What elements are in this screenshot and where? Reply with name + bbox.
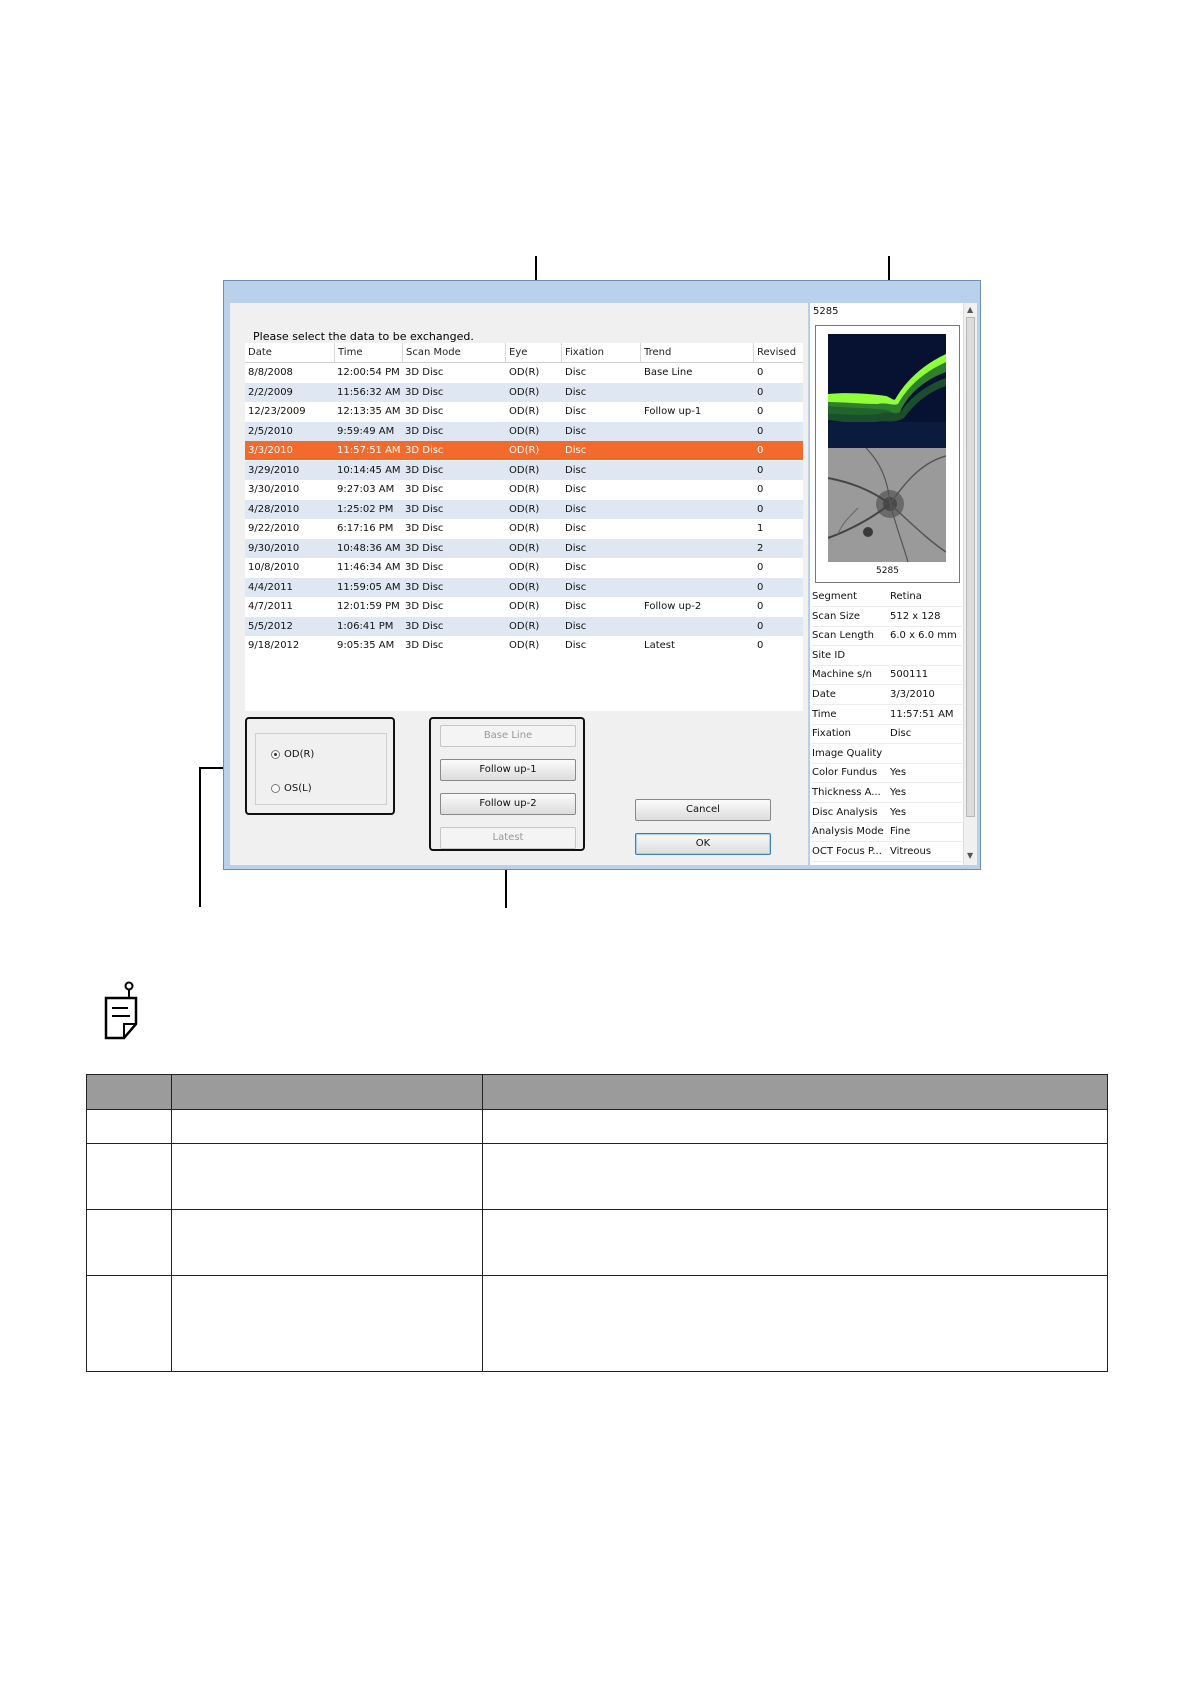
property-row <box>812 705 962 725</box>
panel-scrollbar[interactable] <box>963 303 977 865</box>
property-value: Yes <box>890 806 907 818</box>
cell-revised: 0 <box>757 562 764 573</box>
cell-fixation: Disc <box>565 620 587 632</box>
follow-up-1-button[interactable]: Follow up-1 <box>440 759 576 781</box>
cell-date: 9/22/2010 <box>248 523 300 534</box>
cell-fixation: Disc <box>565 425 587 437</box>
table-row[interactable] <box>245 636 803 655</box>
property-value: 11:57:51 AM <box>890 708 954 720</box>
cell-revised: 0 <box>757 367 764 378</box>
property-value: Retina <box>890 591 922 602</box>
property-key: Fixation <box>812 728 852 740</box>
property-key: Segment <box>812 591 857 602</box>
cell-eye: OD(R) <box>509 464 540 476</box>
cell-eye: OD(R) <box>509 542 540 554</box>
table-row[interactable] <box>245 500 803 519</box>
property-value: 6.0 x 6.0 mm <box>890 630 957 642</box>
property-row <box>812 724 962 744</box>
property-row <box>812 626 962 646</box>
fundus-image <box>828 448 946 562</box>
cell-date: 2/2/2009 <box>248 386 293 398</box>
property-row <box>812 587 962 607</box>
cell-revised: 2 <box>757 542 764 554</box>
property-key: OCT Focus P... <box>812 845 882 857</box>
cell-trend: Latest <box>644 640 675 651</box>
cell-date: 9/18/2012 <box>248 640 300 651</box>
cell-eye: OD(R) <box>509 523 540 534</box>
cell-eye: OD(R) <box>509 406 540 417</box>
cell-scan-mode: 3D Disc <box>405 620 444 632</box>
table-row[interactable] <box>245 597 803 616</box>
cell-date: 2/5/2010 <box>248 425 293 437</box>
dialog-prompt: Please select the data to be exchanged. <box>253 330 474 343</box>
cancel-button[interactable]: Cancel <box>635 799 771 821</box>
thumbnail-label: 5285 <box>876 566 899 576</box>
cell-fixation: Disc <box>565 484 587 495</box>
cell-date: 3/3/2010 <box>248 445 293 456</box>
cell-trend: Follow up-1 <box>644 406 702 417</box>
radio-od-r-label: OD(R) <box>284 749 315 760</box>
cell-revised: 0 <box>757 601 764 612</box>
table-row <box>87 1276 1108 1372</box>
cell-time: 10:48:36 AM <box>337 542 401 554</box>
cell-time: 9:27:03 AM <box>337 484 395 495</box>
cell-scan-mode: 3D Disc <box>405 562 444 573</box>
cell-eye: OD(R) <box>509 620 540 632</box>
cell-revised: 0 <box>757 581 764 593</box>
eye-select-group <box>245 717 395 815</box>
cell-revised: 0 <box>757 445 764 456</box>
cell-fixation: Disc <box>565 406 587 417</box>
property-row <box>812 607 962 627</box>
property-row <box>812 842 962 862</box>
cell-fixation: Disc <box>565 640 587 651</box>
cell-scan-mode: 3D Disc <box>405 640 444 651</box>
oct-image <box>828 334 946 448</box>
scan-info-panel <box>809 303 977 865</box>
column-header-eye[interactable]: Eye <box>506 343 562 363</box>
cell-revised: 1 <box>757 523 764 534</box>
table-row[interactable] <box>245 480 803 499</box>
cell-date: 4/4/2011 <box>248 581 293 593</box>
property-row <box>812 803 962 823</box>
table-row[interactable] <box>245 617 803 636</box>
cell-eye: OD(R) <box>509 581 540 593</box>
cell-scan-mode: 3D Disc <box>405 406 444 417</box>
cell-fixation: Disc <box>565 601 587 612</box>
cell-scan-mode: 3D Disc <box>405 601 444 612</box>
eye-select-inner-frame <box>255 733 387 805</box>
cell-time: 11:46:34 AM <box>337 562 401 573</box>
latest-button[interactable]: Latest <box>440 827 576 849</box>
table-row[interactable] <box>245 383 803 402</box>
cell-eye: OD(R) <box>509 503 540 515</box>
property-key: Site ID <box>812 649 846 661</box>
cell-revised: 0 <box>757 425 764 437</box>
cell-scan-mode: 3D Disc <box>405 367 444 378</box>
table-row <box>87 1210 1108 1276</box>
cell-time: 11:56:32 AM <box>337 386 401 398</box>
property-value: Vitreous <box>890 845 932 857</box>
cell-eye: OD(R) <box>509 484 540 495</box>
callout-hline-eye-select <box>199 767 225 769</box>
cell-scan-mode: 3D Disc <box>405 425 444 437</box>
radio-icon <box>271 750 280 759</box>
cell-scan-mode: 3D Disc <box>405 503 444 515</box>
table-row[interactable] <box>245 363 803 382</box>
base-line-button[interactable]: Base Line <box>440 725 576 747</box>
property-key: Machine s/n <box>812 669 872 681</box>
property-key: Scan Length <box>812 630 874 642</box>
property-row <box>812 744 962 764</box>
table-row[interactable] <box>245 441 803 460</box>
cell-time: 11:59:05 AM <box>337 581 401 593</box>
callout-line-eye-select <box>199 767 201 907</box>
property-row <box>812 685 962 705</box>
cell-eye: OD(R) <box>509 445 540 456</box>
scan-thumbnail[interactable] <box>815 325 960 583</box>
property-key: Analysis Mode <box>812 826 884 838</box>
cell-fixation: Disc <box>565 562 587 573</box>
cell-eye: OD(R) <box>509 386 540 398</box>
property-key: Disc Analysis <box>812 806 878 818</box>
cell-date: 10/8/2010 <box>248 562 300 573</box>
cell-fixation: Disc <box>565 445 587 456</box>
cell-date: 4/7/2011 <box>248 601 293 612</box>
cell-revised: 0 <box>757 620 764 632</box>
column-header-date[interactable]: Date <box>245 343 335 363</box>
cell-time: 1:06:41 PM <box>337 620 394 632</box>
property-key: Scan Size <box>812 610 861 622</box>
reference-table <box>86 1074 1108 1372</box>
cell-time: 12:01:59 PM <box>337 601 400 612</box>
cell-time: 6:17:16 PM <box>337 523 394 534</box>
ok-button[interactable]: OK <box>635 833 771 855</box>
cell-scan-mode: 3D Disc <box>405 484 444 495</box>
cell-revised: 0 <box>757 464 764 476</box>
property-value: Yes <box>890 767 907 779</box>
column-header-time[interactable]: Time <box>335 343 403 363</box>
cell-time: 12:13:35 AM <box>337 406 401 417</box>
property-row <box>812 665 962 685</box>
cell-date: 8/8/2008 <box>248 367 293 378</box>
table-row[interactable] <box>245 519 803 538</box>
scrollbar-thumb[interactable] <box>966 317 975 817</box>
cell-date: 9/30/2010 <box>248 542 300 554</box>
cell-time: 9:59:49 AM <box>337 425 395 437</box>
panel-header: 5285 <box>813 306 839 317</box>
table-header-description <box>483 1075 1108 1110</box>
callout-line-trend-buttons <box>505 868 507 908</box>
property-row <box>812 822 962 842</box>
cell-fixation: Disc <box>565 581 587 593</box>
cell-time: 10:14:45 AM <box>337 464 401 476</box>
property-row <box>812 783 962 803</box>
column-header-fixation[interactable]: Fixation <box>562 343 641 363</box>
property-key: Date <box>812 689 836 700</box>
table-row[interactable] <box>245 578 803 597</box>
property-key: Color Fundus <box>812 767 878 779</box>
property-value: Disc <box>890 728 912 740</box>
table-row[interactable] <box>245 422 803 441</box>
memo-icon <box>100 980 148 1040</box>
table-header-no <box>87 1075 172 1110</box>
radio-os-l-label: OS(L) <box>284 783 312 794</box>
cell-revised: 0 <box>757 406 764 417</box>
column-header-scan-mode[interactable]: Scan Mode <box>403 343 506 363</box>
cell-scan-mode: 3D Disc <box>405 445 444 456</box>
cell-eye: OD(R) <box>509 425 540 437</box>
cell-eye: OD(R) <box>509 601 540 612</box>
property-value: 512 x 128 <box>890 610 941 622</box>
cell-revised: 0 <box>757 484 764 495</box>
property-key: Image Quality <box>812 747 883 759</box>
data-grid[interactable] <box>245 343 803 711</box>
dialog-client-area <box>230 303 808 865</box>
cell-scan-mode: 3D Disc <box>405 523 444 534</box>
cell-trend: Follow up-2 <box>644 601 702 612</box>
cell-fixation: Disc <box>565 464 587 476</box>
cell-revised: 0 <box>757 640 764 651</box>
trend-button-group <box>429 717 585 851</box>
cell-time: 12:00:54 PM <box>337 367 400 378</box>
cell-scan-mode: 3D Disc <box>405 386 444 398</box>
cell-date: 3/29/2010 <box>248 464 300 476</box>
table-header-item <box>172 1075 483 1110</box>
table-row[interactable] <box>245 539 803 558</box>
cell-scan-mode: 3D Disc <box>405 542 444 554</box>
column-header-trend[interactable]: Trend <box>641 343 754 363</box>
property-key: Time <box>812 708 837 720</box>
data-exchange-dialog <box>223 280 981 870</box>
table-row[interactable] <box>245 558 803 577</box>
property-value: Yes <box>890 787 907 798</box>
cell-date: 5/5/2012 <box>248 620 293 632</box>
follow-up-2-button[interactable]: Follow up-2 <box>440 793 576 815</box>
property-value: Fine <box>890 826 911 838</box>
scroll-down-icon[interactable]: ▼ <box>967 851 974 860</box>
table-row <box>87 1144 1108 1210</box>
scroll-up-icon[interactable]: ▲ <box>967 305 974 314</box>
property-value: 3/3/2010 <box>890 689 935 700</box>
column-header-revised[interactable]: Revised <box>754 343 803 363</box>
cell-revised: 0 <box>757 503 764 515</box>
cell-eye: OD(R) <box>509 367 540 378</box>
cell-fixation: Disc <box>565 503 587 515</box>
table-row[interactable] <box>245 461 803 480</box>
property-value: 500111 <box>890 669 929 681</box>
cell-date: 3/30/2010 <box>248 484 300 495</box>
cell-fixation: Disc <box>565 542 587 554</box>
table-row <box>87 1110 1108 1144</box>
radio-od-r[interactable] <box>271 749 314 760</box>
radio-icon <box>271 784 280 793</box>
cell-eye: OD(R) <box>509 640 540 651</box>
cell-fixation: Disc <box>565 367 587 378</box>
cell-time: 11:57:51 AM <box>337 445 401 456</box>
cell-date: 4/28/2010 <box>248 503 300 515</box>
cell-time: 1:25:02 PM <box>337 503 394 515</box>
cell-scan-mode: 3D Disc <box>405 581 444 593</box>
property-row <box>812 763 962 783</box>
cell-eye: OD(R) <box>509 562 540 573</box>
table-row[interactable] <box>245 402 803 421</box>
cell-fixation: Disc <box>565 386 587 398</box>
cell-fixation: Disc <box>565 523 587 534</box>
radio-os-l[interactable] <box>271 783 312 794</box>
cell-date: 12/23/2009 <box>248 406 306 417</box>
cell-trend: Base Line <box>644 367 693 378</box>
cell-time: 9:05:35 AM <box>337 640 395 651</box>
property-row <box>812 646 962 666</box>
property-key: Thickness A... <box>812 787 881 798</box>
cell-scan-mode: 3D Disc <box>405 464 444 476</box>
cell-revised: 0 <box>757 386 764 398</box>
